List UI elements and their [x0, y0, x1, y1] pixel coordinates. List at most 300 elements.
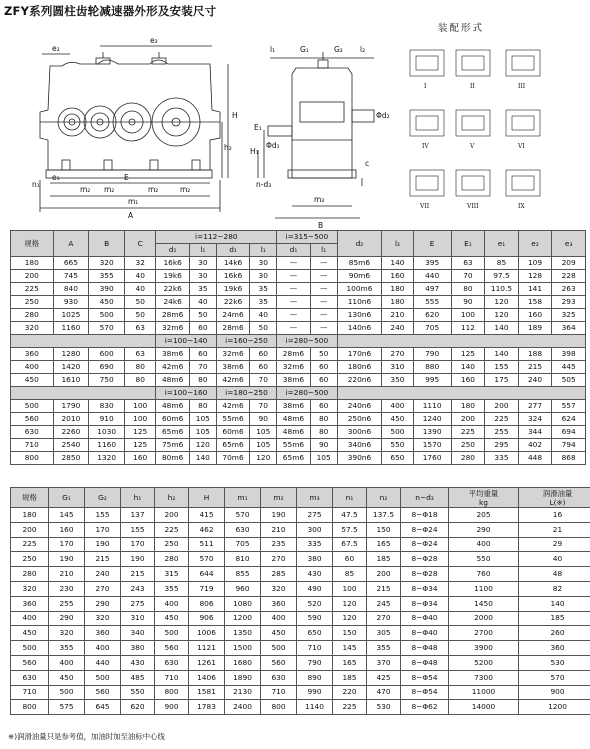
table-cell: 630: [11, 426, 54, 439]
table-cell: 400: [382, 400, 413, 413]
table-cell: 402: [518, 439, 552, 452]
table-cell: 360: [11, 348, 54, 361]
table2-row: [11, 626, 590, 641]
table-cell: 28m6: [156, 309, 190, 322]
table-cell: 120: [485, 296, 519, 309]
form-label-vii: VII: [420, 203, 430, 210]
side-view-labels: [250, 45, 390, 230]
table-cell: —: [310, 270, 337, 283]
table-cell: —: [310, 309, 337, 322]
table-cell: 398: [552, 348, 586, 361]
table-cell: 1760: [413, 452, 451, 465]
label-m2-d: m₂: [180, 185, 191, 194]
table-cell: 60: [250, 361, 277, 374]
table-cell: 120: [250, 452, 277, 465]
range-1-c: i=280~500: [277, 335, 337, 348]
table-cell: 557: [552, 400, 586, 413]
table-cell: 530: [519, 655, 590, 670]
table-cell: 245: [367, 596, 401, 611]
form-i-sketch: [410, 50, 444, 76]
table-cell: 19k6: [156, 270, 190, 283]
table-cell: 1240: [413, 413, 451, 426]
table-cell: 794: [552, 439, 586, 452]
table-cell: 243: [121, 581, 155, 596]
table-cell: 200: [11, 522, 49, 537]
table-cell: 42m6: [156, 361, 190, 374]
table-cell: 906: [189, 611, 225, 626]
table-cell: 364: [552, 322, 586, 335]
table-cell: 210: [382, 309, 413, 322]
table-cell: 125: [125, 426, 156, 439]
table-cell: 1200: [225, 611, 261, 626]
table-cell: 710: [11, 439, 54, 452]
table-cell: 1350: [225, 626, 261, 641]
table-cell: 180: [382, 296, 413, 309]
table-cell: 530: [367, 700, 401, 715]
table-cell: 800: [11, 700, 49, 715]
table-cell: 500: [261, 641, 297, 656]
table-cell: 665: [53, 257, 89, 270]
dimension-table-2: [10, 487, 590, 715]
table-cell: 1680: [225, 655, 261, 670]
table-cell: 70m6: [216, 452, 250, 465]
label-e1: e₁: [52, 173, 60, 182]
table-cell: 225: [11, 537, 49, 552]
table-cell: 280: [451, 452, 485, 465]
table-cell: 1121: [189, 641, 225, 656]
table-cell: 63: [451, 257, 485, 270]
table-cell: 500: [155, 626, 189, 641]
table-cell: 280: [11, 567, 49, 582]
table-cell: 200: [11, 270, 54, 283]
table-cell: 830: [89, 400, 125, 413]
table-cell: 100: [125, 413, 156, 426]
form-ix-sketch: [506, 170, 540, 196]
table2-row: [11, 641, 590, 656]
front-view: [40, 46, 228, 212]
table-cell: 8−Φ48: [401, 641, 449, 656]
table-cell: 624: [552, 413, 586, 426]
table-cell: 50: [125, 309, 156, 322]
table1-row: [11, 426, 586, 439]
table-cell: 48m6: [277, 426, 311, 439]
label-d1: Φd₁: [266, 141, 280, 150]
table-cell: 30: [250, 257, 277, 270]
table-cell: 140n6: [337, 322, 382, 335]
table-cell: 190: [261, 508, 297, 523]
table-cell: 280: [11, 309, 54, 322]
table-cell: 800: [261, 700, 297, 715]
table-cell: 310: [121, 611, 155, 626]
table-cell: 240: [85, 567, 121, 582]
table-cell: 360: [11, 596, 49, 611]
table-cell: 160: [125, 452, 156, 465]
label-d2: Φd₂: [376, 111, 390, 120]
table-cell: 60: [250, 348, 277, 361]
table-cell: 3900: [449, 641, 519, 656]
label-h2: h₂: [224, 143, 232, 152]
table-cell: 520: [297, 596, 333, 611]
table-cell: 710: [155, 670, 189, 685]
table-cell: 380: [297, 552, 333, 567]
table-cell: 295: [485, 439, 519, 452]
table-cell: 190: [121, 552, 155, 567]
table-cell: 880: [413, 361, 451, 374]
table-cell: 170: [85, 522, 121, 537]
table-cell: 128: [518, 270, 552, 283]
table-cell: 38m6: [156, 348, 190, 361]
table-cell: 32m6: [156, 322, 190, 335]
table-cell: 470: [367, 685, 401, 700]
table-cell: 263: [552, 283, 586, 296]
table-cell: 710: [297, 641, 333, 656]
th-spec: 规格: [11, 231, 54, 257]
table-cell: 8−Φ62: [401, 700, 449, 715]
table-cell: 48m6: [277, 413, 311, 426]
side-view: [258, 52, 374, 218]
table-cell: 105: [250, 439, 277, 452]
form-vii-sketch: [410, 170, 444, 196]
th-E1: E₁: [451, 231, 485, 257]
table-cell: 70: [250, 400, 277, 413]
th-ratio-b: i=315~500: [277, 231, 337, 244]
table2-row: [11, 685, 590, 700]
table-cell: 570: [189, 552, 225, 567]
table-cell: 220: [333, 685, 367, 700]
table-cell: —: [277, 283, 311, 296]
table-cell: 1420: [53, 361, 89, 374]
table-cell: 511: [189, 537, 225, 552]
table2-row: [11, 596, 590, 611]
table-cell: 310: [382, 361, 413, 374]
table2-row: [11, 522, 590, 537]
table-cell: 40: [519, 552, 590, 567]
table-cell: 24k6: [156, 296, 190, 309]
table-cell: 960: [225, 581, 261, 596]
table-cell: 30: [189, 257, 216, 270]
table2-row: [11, 552, 590, 567]
table-cell: —: [277, 309, 311, 322]
table-cell: 80: [451, 283, 485, 296]
table2-header-cell: 平均重量 kg: [449, 488, 519, 508]
table-cell: 60: [189, 322, 216, 335]
table-cell: 255: [49, 596, 85, 611]
table-cell: 240n6: [337, 400, 382, 413]
table-cell: —: [277, 270, 311, 283]
table-cell: 570: [519, 670, 590, 685]
table-cell: 1025: [53, 309, 89, 322]
table-cell: 30: [250, 270, 277, 283]
table-cell: 158: [518, 296, 552, 309]
table-cell: 1570: [413, 439, 451, 452]
th-l1-b: l₁: [250, 244, 277, 257]
table2-header-cell: H: [189, 488, 225, 508]
table-cell: 40: [250, 309, 277, 322]
table-cell: 141: [518, 283, 552, 296]
table-cell: 630: [155, 655, 189, 670]
table-cell: 80: [189, 374, 216, 387]
table-cell: 995: [413, 374, 451, 387]
table-cell: 8−Φ34: [401, 581, 449, 596]
label-m1: m₁: [128, 197, 139, 206]
table1-row: [11, 374, 586, 387]
label-n1: n₁: [32, 180, 40, 189]
table-cell: 16k6: [156, 257, 190, 270]
table-cell: 705: [413, 322, 451, 335]
table-cell: 315: [155, 567, 189, 582]
table-cell: 560: [11, 413, 54, 426]
table-cell: 1450: [449, 596, 519, 611]
installation-forms-title: 装配形式: [438, 23, 485, 34]
table-cell: 155: [85, 508, 121, 523]
table-cell: 120: [333, 611, 367, 626]
label-e2: e₂: [52, 44, 60, 53]
table-cell: 855: [225, 567, 261, 582]
table-cell: 800: [155, 685, 189, 700]
table-cell: 370: [367, 655, 401, 670]
table-cell: 275: [121, 596, 155, 611]
table1-row: [11, 296, 586, 309]
label-n-d3: n-d₃: [256, 180, 272, 189]
installation-forms-labels: [419, 83, 526, 210]
label-l2: l₂: [360, 45, 366, 54]
th-l1-c: l₁: [310, 244, 337, 257]
table-cell: 160: [49, 522, 85, 537]
table-cell: 16k6: [216, 270, 250, 283]
table-cell: 300: [297, 522, 333, 537]
table-cell: 67.5: [333, 537, 367, 552]
range-2-c: i=280~500: [277, 387, 337, 400]
form-label-iii: III: [518, 83, 526, 90]
table-cell: 80: [189, 400, 216, 413]
table-cell: 150: [367, 522, 401, 537]
table-cell: 70: [189, 361, 216, 374]
table-cell: —: [277, 296, 311, 309]
table-cell: 1100: [449, 581, 519, 596]
table-cell: 60: [333, 552, 367, 567]
table-cell: 270: [382, 348, 413, 361]
table-cell: 40: [125, 270, 156, 283]
table-cell: 137.5: [367, 508, 401, 523]
table-cell: 1080: [225, 596, 261, 611]
table-cell: 644: [189, 567, 225, 582]
table-cell: 85m6: [337, 257, 382, 270]
table-cell: 324: [518, 413, 552, 426]
table-cell: 8−Φ54: [401, 670, 449, 685]
table-cell: 255: [485, 426, 519, 439]
table-cell: 450: [49, 670, 85, 685]
table1-row: [11, 283, 586, 296]
table-cell: 240: [518, 374, 552, 387]
table-cell: 32m6: [216, 348, 250, 361]
table-cell: 500: [11, 400, 54, 413]
table-cell: 60: [310, 374, 337, 387]
table-cell: 21: [519, 522, 590, 537]
table2-row: [11, 581, 590, 596]
table1-row: [11, 439, 586, 452]
table-cell: 710: [11, 685, 49, 700]
table-cell: 190: [49, 552, 85, 567]
table-cell: 550: [449, 552, 519, 567]
form-label-vi: VI: [518, 143, 525, 150]
table-cell: 160: [382, 270, 413, 283]
label-m2-a: m₂: [80, 185, 91, 194]
label-H1: H₁: [250, 147, 259, 156]
table1-row: [11, 361, 586, 374]
table-cell: 500: [11, 641, 49, 656]
table-cell: 1406: [189, 670, 225, 685]
table-cell: 140: [485, 348, 519, 361]
table-cell: 90: [310, 439, 337, 452]
th-d1-a: d₁: [156, 244, 190, 257]
table-cell: 560: [155, 641, 189, 656]
table-cell: 620: [121, 700, 155, 715]
table-cell: 140: [382, 257, 413, 270]
table-cell: 29: [519, 537, 590, 552]
table-cell: 445: [552, 361, 586, 374]
table-cell: 55m6: [277, 439, 311, 452]
table-cell: 7300: [449, 670, 519, 685]
table-cell: 290: [449, 522, 519, 537]
form-viii-sketch: [456, 170, 490, 196]
table-cell: 400: [449, 537, 519, 552]
table-cell: 800: [11, 452, 54, 465]
table-cell: 790: [297, 655, 333, 670]
th-d1-c: d₁: [277, 244, 311, 257]
table2-header-cell: m₃: [297, 488, 333, 508]
table-cell: 690: [89, 361, 125, 374]
table-cell: 165: [367, 537, 401, 552]
table-cell: 19k6: [216, 283, 250, 296]
table-cell: 120: [189, 439, 216, 452]
form-label-v: V: [470, 143, 475, 150]
table-cell: 170n6: [337, 348, 382, 361]
table-cell: 65m6: [216, 439, 250, 452]
table-cell: 8−Φ24: [401, 522, 449, 537]
table-cell: 180: [451, 400, 485, 413]
table-cell: 50: [310, 348, 337, 361]
table-cell: 130n6: [337, 309, 382, 322]
table-cell: 320: [89, 257, 125, 270]
label-A: A: [128, 211, 134, 220]
label-B: B: [318, 221, 324, 230]
form-label-i: I: [424, 83, 427, 90]
table-cell: 910: [89, 413, 125, 426]
table-cell: 8−Φ40: [401, 626, 449, 641]
table-cell: 225: [485, 413, 519, 426]
table-cell: 560: [85, 685, 121, 700]
table-cell: 630: [225, 522, 261, 537]
table-cell: 32m6: [277, 361, 311, 374]
table-cell: 400: [85, 641, 121, 656]
table-cell: 189: [518, 322, 552, 335]
th-E: E: [413, 231, 451, 257]
table-cell: 70: [250, 374, 277, 387]
table-cell: 440: [413, 270, 451, 283]
th-d1-b: d₁: [216, 244, 250, 257]
table-cell: 215: [85, 552, 121, 567]
table-cell: 1030: [89, 426, 125, 439]
table-cell: 8−Φ24: [401, 537, 449, 552]
form-ii-sketch: [456, 50, 490, 76]
table-cell: 890: [297, 670, 333, 685]
table-cell: 110n6: [337, 296, 382, 309]
table-cell: 355: [49, 641, 85, 656]
form-label-iv: IV: [422, 143, 429, 150]
table-cell: 28m6: [277, 348, 311, 361]
table1-row: [11, 452, 586, 465]
table-cell: —: [277, 322, 311, 335]
table-cell: 150: [333, 626, 367, 641]
table-cell: 8−Φ34: [401, 596, 449, 611]
table-cell: 1610: [53, 374, 89, 387]
range-1-b: i=160~250: [216, 335, 276, 348]
table-cell: 505: [552, 374, 586, 387]
th-ratio-a: i=112~280: [156, 231, 277, 244]
table-cell: 105: [189, 426, 216, 439]
table-cell: 240: [382, 322, 413, 335]
table-cell: 137: [121, 508, 155, 523]
table-cell: 630: [261, 670, 297, 685]
installation-forms-grid: [410, 50, 540, 196]
label-H: H: [232, 111, 238, 120]
table-cell: —: [277, 257, 311, 270]
dimension-table-1: [10, 230, 586, 465]
table2-header-cell: h₁: [121, 488, 155, 508]
table-cell: 500: [382, 426, 413, 439]
table-cell: 550: [121, 685, 155, 700]
table-cell: 60m6: [216, 426, 250, 439]
table-cell: 14k6: [216, 257, 250, 270]
table-cell: 1390: [413, 426, 451, 439]
table-cell: 8−Φ28: [401, 567, 449, 582]
th-C: C: [125, 231, 156, 257]
table-cell: 2010: [53, 413, 89, 426]
table2-header-cell: h₂: [155, 488, 189, 508]
table-cell: 380: [121, 641, 155, 656]
th-B: B: [89, 231, 125, 257]
table-cell: 560: [261, 655, 297, 670]
table-cell: 2130: [225, 685, 261, 700]
table2-header-cell: 润滑油量 L(※): [519, 488, 590, 508]
table-cell: 270: [367, 611, 401, 626]
table-cell: 225: [11, 283, 54, 296]
table-cell: 57.5: [333, 522, 367, 537]
table-cell: 60m6: [156, 413, 190, 426]
table-cell: 100m6: [337, 283, 382, 296]
table-cell: 485: [121, 670, 155, 685]
table-cell: 63: [125, 322, 156, 335]
table-cell: 55m6: [216, 413, 250, 426]
table-cell: 125: [451, 348, 485, 361]
table-cell: 750: [89, 374, 125, 387]
table-cell: 42m6: [216, 374, 250, 387]
range-2-a: i=100~160: [156, 387, 216, 400]
table2-row: [11, 700, 590, 715]
table-cell: 200: [155, 508, 189, 523]
table-cell: 60: [189, 348, 216, 361]
footnote: ※)润滑油量只是参考值，加油时加至油标中心线: [8, 732, 165, 741]
table-cell: 1261: [189, 655, 225, 670]
table-cell: 120: [333, 596, 367, 611]
table-cell: 806: [189, 596, 225, 611]
table-cell: 590: [297, 611, 333, 626]
table2-header-cell: n₂: [367, 488, 401, 508]
table-cell: 80: [125, 361, 156, 374]
table-cell: 400: [155, 596, 189, 611]
range-2-b: i=180~250: [216, 387, 276, 400]
table-cell: 210: [49, 567, 85, 582]
